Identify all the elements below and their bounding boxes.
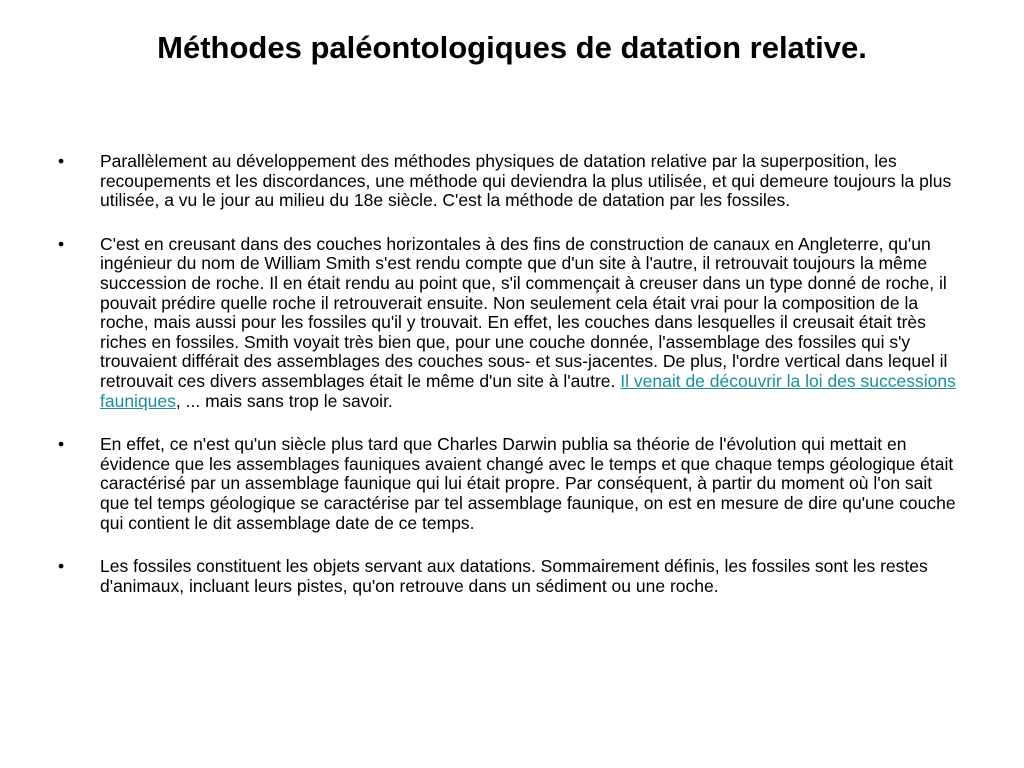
bullet-item-4 [56, 557, 966, 596]
bullet-text-after-link: , ... mais sans trop le savoir. [175, 390, 393, 411]
bullet-text: Les fossiles constituent les objets servant aux datations. Sommairement définis, les fossiles sont les restes d'animaux, incluant leurs pistes, qu'on retrouve dans un sédiment ou une roche. [100, 556, 928, 596]
faunal-succession-link[interactable]: Il venait de découvrir la loi des successions fauniques [100, 370, 956, 411]
bullet-item-2 [56, 235, 966, 411]
bullet-marker: • [58, 556, 65, 577]
bullet-item-3 [56, 435, 966, 533]
bullet-marker: • [58, 434, 65, 455]
bullet-text: Parallèlement au développement des méthodes physiques de datation relative par la superposition, les recoupements et les discordances, une méthode qui deviendra la plus utilisée, et qui demeure toujours la plus utilisée, a vu le jour au milieu du 18e siècle. C'est la méthode de datation par les fossiles. [100, 151, 952, 211]
bullet-text: C'est en creusant dans des couches horizontales à des fins de construction de canaux en Angleterre, qu'un ingénieur du nom de William Smith s'est rendu compte que d'un site à l'autre, il retrouvait toujours la même succession de roche. Il en était rendu au point que, s'il commençait à creuser dans un type donné de roche, il pouvait prédire quelle roche il retrouverait ensuite. Non seulement cela était vrai pour la composition de la roche, mais aussi pour les fossiles qu'il y trouvait. En effet, les couches dans lesquelles il creusait était très riches en fossiles. Smith voyait très bien que, pour une couche donnée, l'assemblage des fossiles qui s'y trouvaient différait des assemblages des couches sous- et sus-jacentes. De plus, l'ordre vertical dans lequel il retrouvait ces divers assemblages était le même d'un site à l'autre. [100, 233, 948, 391]
bullet-marker: • [58, 151, 65, 171]
bullet-marker: • [58, 233, 65, 254]
slide-title: Méthodes paléontologiques de datation relative. [157, 30, 867, 65]
bullet-text: En effet, ce n'est qu'un siècle plus tard que Charles Darwin publia sa théorie de l'évolution qui mettait en évidence que les assemblages fauniques avaient changé avec le temps et que chaque temps géologique était caractérisé par un assemblage faunique qui lui était propre. Par conséquent, à partir du moment où l'on sait que tel temps géologique se caractérise par tel assemblage faunique, on est en mesure de dire qu'une couche qui contient le dit assemblage date de ce temps. [100, 434, 956, 533]
bullet-list [56, 152, 966, 620]
bullet-item-1 [56, 152, 966, 211]
